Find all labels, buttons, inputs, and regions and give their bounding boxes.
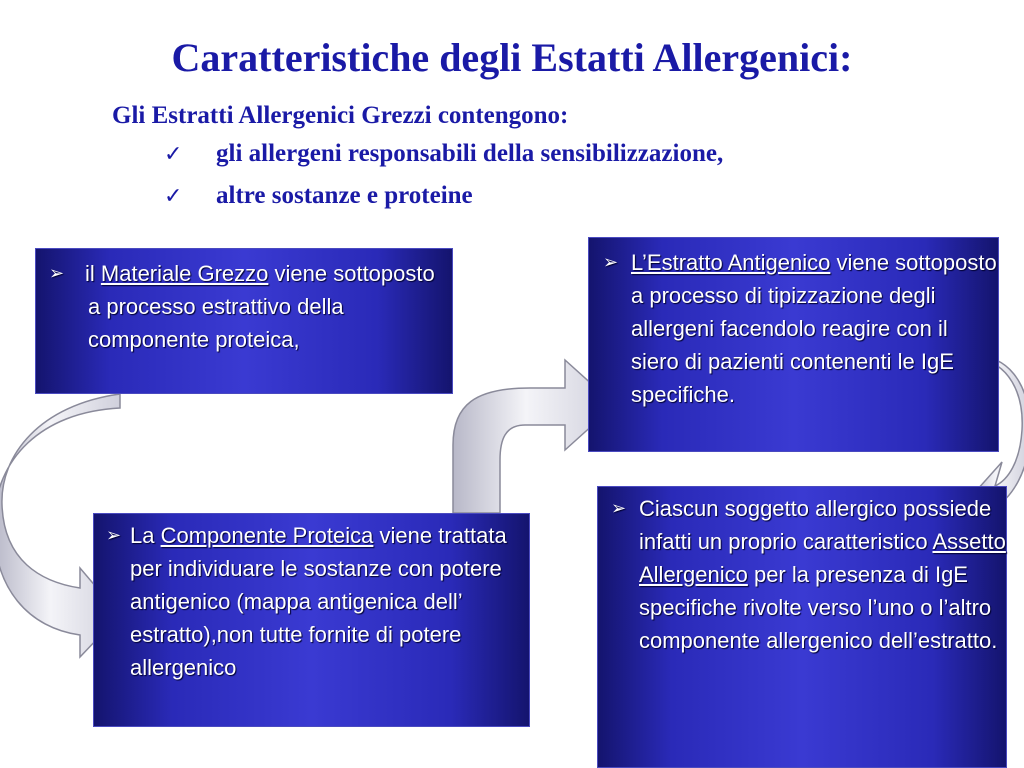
raw-material-box — [35, 248, 453, 394]
antigenic-extract-box — [588, 237, 999, 452]
check-item-text: altre sostanze e proteine — [216, 182, 473, 209]
allergic-subject-text-after: per la presenza di IgE specifiche rivolte verso l’uno o l’altro componente allergenico dell’estratto. — [639, 562, 998, 653]
bullet-arrow-icon: ➢ — [49, 263, 65, 284]
raw-material-term: Materiale Grezzo — [100, 261, 269, 286]
raw-material-text-before: il — [85, 261, 101, 286]
allergic-subject-text-before: Ciascun soggetto allergico possiede infatti un proprio caratteristico — [639, 496, 992, 554]
checkmark-icon: ✓ — [164, 142, 183, 167]
bullet-arrow-icon: ➢ — [106, 525, 122, 546]
bullet-arrow-icon: ➢ — [603, 252, 619, 273]
check-item-text: gli allergeni responsabili della sensibilizzazione, — [216, 140, 724, 167]
antigenic-extract-text-after: viene sottoposto a processo di tipizzazione degli allergeni facendolo reagire con il siero di pazienti contenenti le IgE specifiche. — [631, 250, 997, 407]
protein-component-text-after: viene trattata per individuare le sostanze con potere antigenico (mappa antigenica dell’ estratto),non tutte fornite di potere allergenico — [130, 523, 507, 680]
antigenic-extract-term: L’Estratto Antigenico — [631, 250, 831, 275]
allergic-subject-box — [597, 486, 1007, 768]
raw-material-text-after: viene sottoposto a processo estrattivo della componente proteica, — [88, 261, 435, 352]
slide-title: Caratteristiche degli Estatti Allergenici: — [171, 35, 853, 80]
checkmark-icon: ✓ — [164, 184, 183, 209]
protein-component-box — [93, 513, 530, 727]
protein-component-term: Componente Proteica — [160, 523, 374, 548]
protein-component-text-before: La — [130, 523, 161, 548]
allergic-subject-term: Assetto Allergenico — [639, 529, 1006, 587]
intro-text: Gli Estratti Allergenici Grezzi contengono: — [112, 102, 569, 129]
bullet-arrow-icon: ➢ — [611, 498, 627, 519]
